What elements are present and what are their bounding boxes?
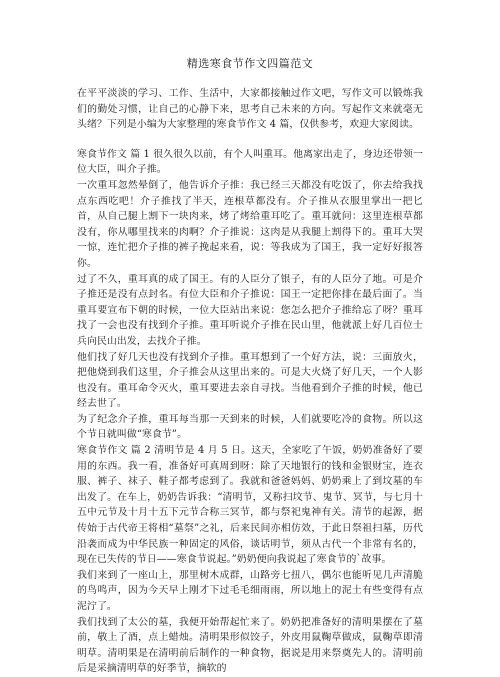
page-title: 精选寒食节作文四篇范文: [186, 57, 314, 70]
article-body: [77, 86, 423, 677]
paragraph: 我们找到了太公的墓，我便开始帮起忙来了。奶奶把准备好的清明果摆在了墓前，敬上了酒，点上蜡烛。清明果形似饺子，外皮用鼠鞠草做成，鼠鞠草即清明草。清明果是在清明前后制作的一种食物，据说是用来祭奠先人的。清明前后是采摘清明草的好季节，摘软的: [77, 616, 423, 675]
paragraph: 为了纪念介子推，重耳每当那一天到来的时候，人们就要吃冷的食物。所以这个节日就叫做“寒食节”。: [77, 413, 423, 441]
paragraph: 寒食节作文 篇 2 清明节是 4 月 5 日。这天，全家吃了午饭，奶奶准备好了要用的东西。我一看，准备好可真周到呀：除了天地银行的钱和金银财宝，连衣服、裤子、袜子、鞋子都考虑到了。我就和爸爸妈妈、奶奶乘上了到坟墓的车出发了。在车上，奶奶告诉我：“清明节，又称扫坟节、鬼节、冥节，与七月十五中元节及十月十五下元节合称三冥节，都与祭祀鬼神有关。清节的起源，据传始于古代帝王将相“墓祭”之礼，后来民间亦相仿效，于此日祭祖扫墓，历代沿袭而成为中华民族一种固定的风俗，谈话明节，须从古代一个非常有名的，现在已失传的节日——寒食节说起。”奶奶便向我说起了寒食节的`故事。: [77, 445, 423, 566]
intro-paragraph: 在平平淡淡的学习、工作、生活中，大家都接触过作文吧，写作文可以锻炼我们的勤处习惯，让自己的心静下来，思考自己未来的方向。写起作文来就毫无头绪？下列是小编为大家整理的寒食节作文 4 篇，仅供参考，欢迎大家阅读。: [77, 88, 423, 131]
paragraph: 他们找了好几天也没有找到介子推。重耳想到了一个好方法，说：三面放火，把他烧到我们这里，介子推会从这里出来的。可是大火烧了好几天，一个人影也没有。重耳命令灭火，重耳要进去亲自寻找。当他看到介子推的时候，他已经去世了。: [77, 351, 423, 410]
spacer: [77, 133, 423, 147]
paragraph: 寒食节作文 篇 1 很久很久以前，有个人叫重耳。他离家出走了，身边还带领一位大臣，叫介子推。: [77, 148, 423, 176]
paragraph: 我们来到了一座山上，那里树木成群，山路旁七扭八，偶尔也能听见几声清脆的鸟鸣声，因为今天早上刚才下过毛毛细雨雨，所以地上的泥土有些变得有点泥泞了。: [77, 569, 423, 612]
paragraph: 过了不久，重耳真的成了国王。有的人臣分了银子，有的人臣分了地。可是介子推还是没有点封名。有位大臣和介子推说：国王一定把你排在最后面了。当重耳要宣布下朝的时候，一位大臣站出来说：您怎么把介子推给忘了呀？重耳找了一会也没有找到介子推。重耳听说介子推在民山里，他就派上好几百位士兵向民山出发，去找介子推。: [77, 273, 423, 347]
paragraph: 一次重耳忽然晕倒了，他告诉介子推：我已经三天都没有吃饭了，你去给我找点东西吃吧！介子推找了半天，连根草都没有。介子推从衣服里掌出一把匕首，从自己腿上割下一块肉来，烤了烤给重耳吃了。重耳就问：这里连根草都没有，你从哪里找来的肉啊？介子推说：这肉是从我腿上割得下的。重耳大哭一惊，连忙把介子推的裤子挽起来看，说：等我成为了国王，我一定好好报答你。: [77, 179, 423, 269]
